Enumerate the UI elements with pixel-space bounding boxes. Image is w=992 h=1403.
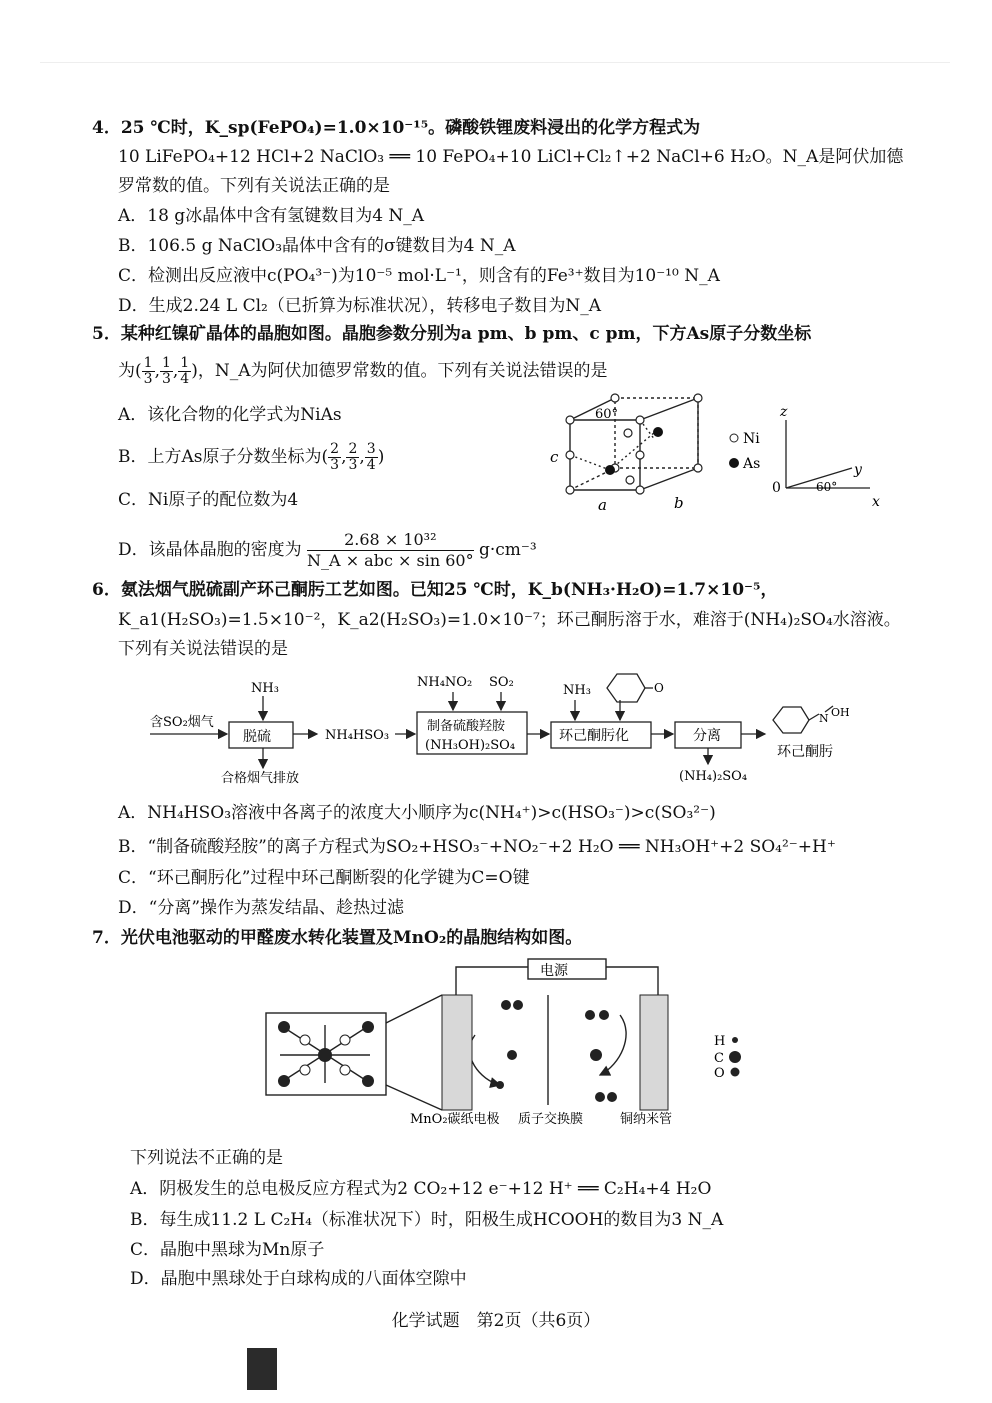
left-electrode-label: MnO₂碳纸电极 xyxy=(410,1112,500,1127)
q5-b-frac-y: $\frac{2}{3}$ xyxy=(348,441,358,473)
flow-input: 含SO₂烟气 xyxy=(150,715,214,730)
q4-option-d: D．生成2.24 L Cl₂（已折算为标准状况），转移电子数目为N_A xyxy=(118,296,601,316)
q5-option-d: D．该晶体晶胞的密度为 $\frac{\text{2.68 × 10³²}}{\text{N\_A × abc × sin 60°}}$ g·cm⁻³ xyxy=(118,530,537,570)
barcode-block xyxy=(247,1348,277,1390)
legend-o: O xyxy=(714,1066,725,1081)
flow-nh3-2: NH₃ xyxy=(563,683,591,698)
axis-angle: 60° xyxy=(816,480,838,494)
q4-option-b: B．106.5 g NaClO₃晶体中含有的σ键数目为4 N_A xyxy=(118,236,516,256)
q5-density-fraction: $\frac{\text{2.68 × 10³²}}{\text{N\_A × abc × sin 60°}}$ xyxy=(307,530,474,570)
flow-mid1: NH₄HSO₃ xyxy=(325,728,390,743)
q5-line2: 为( $\frac{1}{3}$ , $\frac{1}{3}$ , $\frac{1}{4}$ )，N_A为阿伏加德罗常数的值。下列有关说法错误的是 xyxy=(118,355,608,387)
axis-z: z xyxy=(780,404,788,420)
q6-line1: 6．氨法烟气脱硫副产环己酮肟工艺如图。已知25 ℃时，K_b(NH₃·H₂O)=1.7×10⁻⁵， xyxy=(92,580,778,600)
q5-option-a: A．该化合物的化学式为NiAs xyxy=(118,405,342,425)
flow-top2a: NH₄NO₂ xyxy=(417,675,473,690)
q5-option-c: C．Ni原子的配位数为4 xyxy=(118,490,299,510)
q6-option-c: C．“环己酮肟化”过程中环己酮断裂的化学键为C=O键 xyxy=(118,868,530,888)
q7-stem: 下列说法不正确的是 xyxy=(130,1148,283,1168)
axis-y: y xyxy=(854,462,862,478)
q6-option-d: D．“分离”操作为蒸发结晶、趁热过滤 xyxy=(118,898,405,918)
q6-option-b: B．“制备硫酸羟胺”的离子方程式为SO₂+HSO₃⁻+NO₂⁻+2 H₂O ══ NH₃OH⁺+2 SO₄²⁻+H⁺ xyxy=(118,837,836,857)
axis-x: x xyxy=(872,494,880,510)
q7-option-b: B．每生成11.2 L C₂H₄（标准状况下）时，阳极生成HCOOH的数目为3 N_A xyxy=(130,1210,724,1230)
q5-line2-suffix: )，N_A为阿伏加德罗常数的值。下列有关说法错误的是 xyxy=(191,361,608,381)
membrane-label: 质子交换膜 xyxy=(518,1112,584,1127)
legend-h: H xyxy=(714,1034,726,1049)
q6-line2: K_a1(H₂SO₃)=1.5×10⁻²，K_a2(H₂SO₃)=1.0×10⁻⁷；环己酮肟溶于水，难溶于(NH₄)₂SO₄水溶液。 xyxy=(118,610,901,630)
cell-c-label: c xyxy=(550,448,559,466)
flow-oxime-oh: OH xyxy=(831,706,850,719)
q4-option-a: A．18 g冰晶体中含有氢键数目为4 N_A xyxy=(118,206,425,226)
q6-line3: 下列有关说法错误的是 xyxy=(118,639,288,659)
legend-o-marker xyxy=(731,1068,740,1077)
q7-option-a: A．阴极发生的总电极反应方程式为2 CO₂+12 e⁻+12 H⁺ ══ C₂H₄+4 H₂O xyxy=(130,1179,712,1199)
legend-ni: Ni xyxy=(743,431,760,447)
q5-b-frac-x: $\frac{2}{3}$ xyxy=(330,441,340,473)
cell-b-label: b xyxy=(674,494,684,512)
q5-line1: 5．某种红镍矿晶体的晶胞如图。晶胞参数分别为a pm、b pm、c pm，下方As原子分数坐标 xyxy=(92,324,812,344)
flow-exhaust: 合格烟气排放 xyxy=(221,771,300,786)
flow-byproduct: (NH₄)₂SO₄ xyxy=(679,769,748,784)
q7-line1: 7．光伏电池驱动的甲醛废水转化装置及MnO₂的晶胞结构如图。 xyxy=(92,928,583,948)
right-electrode-label: 铜纳米管 xyxy=(620,1112,673,1127)
q7-option-c: C．晶胞中黑球为Mn原子 xyxy=(130,1240,325,1260)
q5-line2-prefix: 为( xyxy=(118,361,142,381)
legend-c-marker xyxy=(729,1051,741,1063)
q4-line2: 10 LiFePO₄+12 HCl+2 NaClO₃ ══ 10 FePO₄+10 LiCl+Cl₂↑+2 NaCl+6 H₂O。N_A是阿伏加德 xyxy=(118,147,904,167)
legend-as: As xyxy=(743,456,761,472)
q5-frac-y: $\frac{1}{3}$ xyxy=(161,355,171,387)
flow-nh3-1: NH₃ xyxy=(251,681,279,696)
q5-b-frac-z: $\frac{3}{4}$ xyxy=(366,441,376,473)
power-source-label: 电源 xyxy=(540,963,568,979)
mno2-electrode xyxy=(442,995,472,1110)
as-atom-upper xyxy=(653,427,663,437)
q6-option-a: A．NH₄HSO₃溶液中各离子的浓度大小顺序为c(NH₄⁺)>c(HSO₃⁻)>c(SO₃²⁻) xyxy=(118,803,716,823)
page-footer: 化学试题 第2页（共6页） xyxy=(391,1311,601,1331)
legend-c: C xyxy=(714,1051,724,1066)
legend-ni-marker xyxy=(730,434,738,442)
legend-as-marker xyxy=(729,458,739,468)
axis-origin: 0 xyxy=(772,480,781,496)
flow-oxime-n: N xyxy=(819,712,829,725)
cell-angle-label: 60° xyxy=(595,407,619,422)
q4-option-c: C．检测出反应液中c(PO₄³⁻)为10⁻⁵ mol·L⁻¹，则含有的Fe³⁺数目为10⁻¹⁰ N_A xyxy=(118,266,720,286)
flow-box-desulfur: 脱硫 xyxy=(243,729,271,745)
copper-electrode xyxy=(640,995,668,1110)
as-atom-lower xyxy=(605,465,615,475)
flow-product: 环己酮肟 xyxy=(777,744,833,760)
nias-unit-cell-figure xyxy=(550,390,890,518)
legend-h-marker xyxy=(732,1037,738,1043)
q5-frac-x: $\frac{1}{3}$ xyxy=(143,355,153,387)
flow-box2-line1: 制备硫酸羟胺 xyxy=(427,719,506,734)
q7-option-d: D．晶胞中黑球处于白球构成的八面体空隙中 xyxy=(130,1269,467,1289)
flow-box2-line2: (NH₃OH)₂SO₄ xyxy=(425,738,516,753)
q5-option-b: B．上方As原子分数坐标为( $\frac{2}{3}$ , $\frac{2}{3}$ , $\frac{3}{4}$ ) xyxy=(118,441,385,473)
flow-top2b: SO₂ xyxy=(489,675,514,690)
q5-frac-z: $\frac{1}{4}$ xyxy=(180,355,190,387)
flow-box-separation: 分离 xyxy=(693,728,721,744)
flow-ketone-o: O xyxy=(654,681,664,695)
cell-a-label: a xyxy=(598,496,607,514)
flow-box-oximation: 环己酮肟化 xyxy=(559,728,629,744)
q4-line3: 罗常数的值。下列有关说法正确的是 xyxy=(118,176,390,196)
electrolysis-device-figure xyxy=(260,955,760,1130)
process-flow-diagram xyxy=(145,662,865,790)
q4-line1: 4．25 ℃时，K_sp(FePO₄)=1.0×10⁻¹⁵。磷酸铁锂废料浸出的化学方程式为 xyxy=(92,118,701,138)
